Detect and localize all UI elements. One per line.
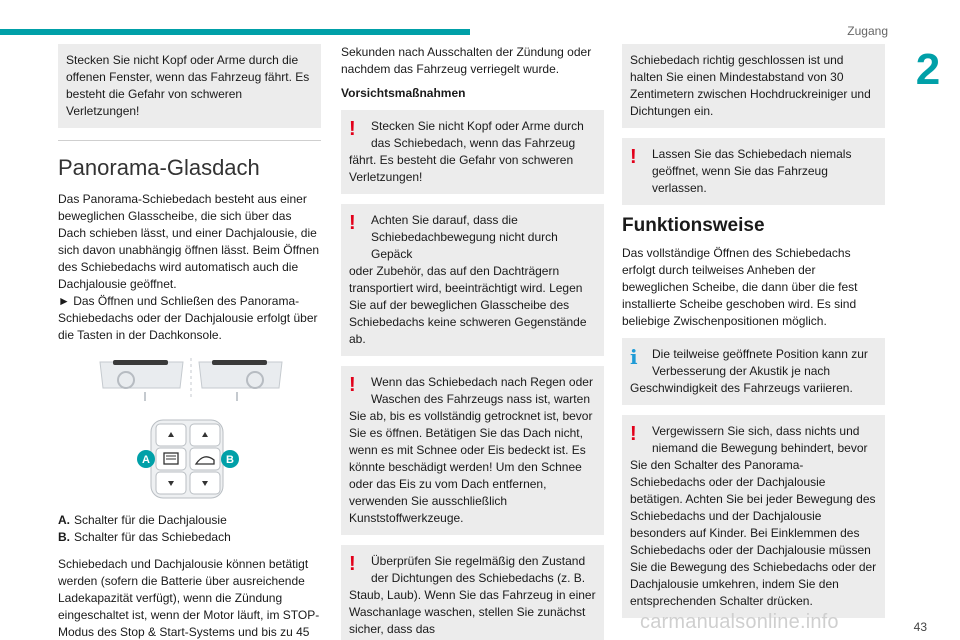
exclamation-icon: !	[349, 553, 356, 575]
continued-paragraph: Sekunden nach Ausschalten der Zündung oder nachdem das Fahrzeug verriegelt wurde.	[341, 45, 592, 76]
precautions-heading: Vorsichtsmaßnahmen	[341, 86, 466, 100]
switch-console	[151, 420, 223, 498]
instruction-paragraph: ► Das Öffnen und Schließen des Panorama-Schiebedachs oder der Dachjalousie erfolgt über die Tasten in der Dachkonsole.	[58, 294, 318, 342]
warning-box: ! Vergewissern Sie sich, dass nichts und niemand die Bewegung behindert, bevor Sie den Schalter des Panorama-Schiebedachs oder der Dachjalousie betätigen. Achten Sie bei jeder Bewegung des Schiebedachs und der Dachjalousie besonders auf Kinder. Bei Einklemmen des Schiebedachs oder der Dachjalousie müssen Sie die Bewegung des Schiebedachs oder der Dachjalousie umkehren, indem Sie den entsprechenden Schalter drücken.	[622, 415, 885, 618]
car-view-right	[199, 360, 282, 401]
column-3	[622, 44, 885, 628]
column-1	[58, 44, 321, 640]
section-title: Panorama-Glasdach	[58, 155, 260, 180]
exclamation-icon: !	[349, 374, 356, 396]
label-a-marker	[137, 450, 155, 468]
car-view-left	[100, 360, 183, 401]
warning-box	[58, 44, 321, 128]
figure-label-b: B	[226, 454, 234, 466]
watermark: carmanualsonline.info	[640, 611, 839, 633]
page-number: 43	[913, 620, 927, 634]
warning-box-continued: Schiebedach richtig geschlossen ist und halten Sie einen Mindestabstand von 30 Zentimetern zwischen Hochdruckreiniger und Dichtungen ein.	[622, 44, 885, 128]
warning-text: Stecken Sie nicht Kopf oder Arme durch die offenen Fenster, wenn das Fahrzeug fährt. Es besteht die Gefahr von schweren Verletzungen!	[66, 53, 310, 118]
exclamation-icon: !	[630, 423, 637, 445]
legend	[58, 512, 321, 546]
warning-box: ! Wenn das Schiebedach nach Regen oder Waschen des Fahrzeugs nass ist, warten Sie ab, bis es vollständig getrocknet ist, bevor Sie es öffnen. Betätigen Sie das Dach nicht, wenn es mit Schnee oder Eis bedeckt ist. Es könnte beschädigt werden! Um den Schnee oder das Eis zu vom Dach entfernen, verwenden Sie ausschließlich Kunststoffwerkzeuge.	[341, 366, 604, 535]
function-paragraph: Das vollständige Öffnen des Schiebedachs erfolgt durch teilweises Anheben der beweglichen Scheibe, die dann über die fest installierte Scheibe geschoben wird. Es sind beliebige Zwischenpositionen möglich.	[622, 246, 858, 328]
section-label: Zugang	[847, 24, 888, 38]
figure-label-a: A	[142, 454, 150, 466]
exclamation-icon: !	[349, 212, 356, 234]
info-icon: i	[630, 345, 638, 369]
warning-box: ! Lassen Sie das Schiebedach niemals geöffnet, wenn Sie das Fahrzeug verlassen.	[622, 138, 885, 205]
header-accent-bar	[0, 29, 470, 35]
info-box: i Die teilweise geöffnete Position kann zur Verbesserung der Akustik je nach Geschwindigkeit des Fahrzeugs variieren.	[622, 338, 885, 405]
intro-paragraph: Das Panorama-Schiebedach besteht aus einer beweglichen Glasscheibe, die sich über das Dach schieben lässt, und einer Dachjalousie, die sich davon unabhängig öffnen lässt. Beim Öffnen des Schiebedachs wird automatisch auch die Dachjalousie geöffnet.	[58, 192, 320, 291]
divider	[58, 140, 321, 141]
label-b-marker	[221, 450, 239, 468]
roof-console-figure	[58, 352, 321, 502]
legend-item: A. Schalter für die Dachjalousie	[58, 513, 227, 527]
warning-box: ! Überprüfen Sie regelmäßig den Zustand der Dichtungen des Schiebedachs (z. B. Staub, Laub). Wenn Sie das Fahrzeug in einer Waschanlage waschen, stellen Sie zunächst sicher, dass das	[341, 545, 604, 640]
chapter-number: 2	[896, 44, 960, 96]
exclamation-icon: !	[630, 146, 637, 168]
column-2	[341, 44, 604, 640]
exclamation-icon: !	[349, 118, 356, 140]
function-heading: Funktionsweise	[622, 215, 765, 236]
legend-item: B. Schalter für das Schiebedach	[58, 530, 231, 544]
warning-box: ! Achten Sie darauf, dass die Schiebedachbewegung nicht durch Gepäck oder Zubehör, das auf den Dachträgern transportiert wird, beeinträchtigt wird. Legen Sie auf der beweglichen Glasscheibe des Schiebedachs keine schweren Gegenstände ab.	[341, 204, 604, 356]
operation-paragraph: Schiebedach und Dachjalousie können betätigt werden (sofern die Batterie über ausreichende Ladekapazität verfügt), wenn die Zündung eingeschaltet ist, wenn der Motor läuft, im STOP-Modus des Stop & Start-Systems und bis zu 45	[58, 557, 320, 639]
warning-box: ! Stecken Sie nicht Kopf oder Arme durch das Schiebedach, wenn das Fahrzeug fährt. Es besteht die Gefahr von schweren Verletzungen!	[341, 110, 604, 194]
roof-console-illustration	[58, 352, 321, 502]
